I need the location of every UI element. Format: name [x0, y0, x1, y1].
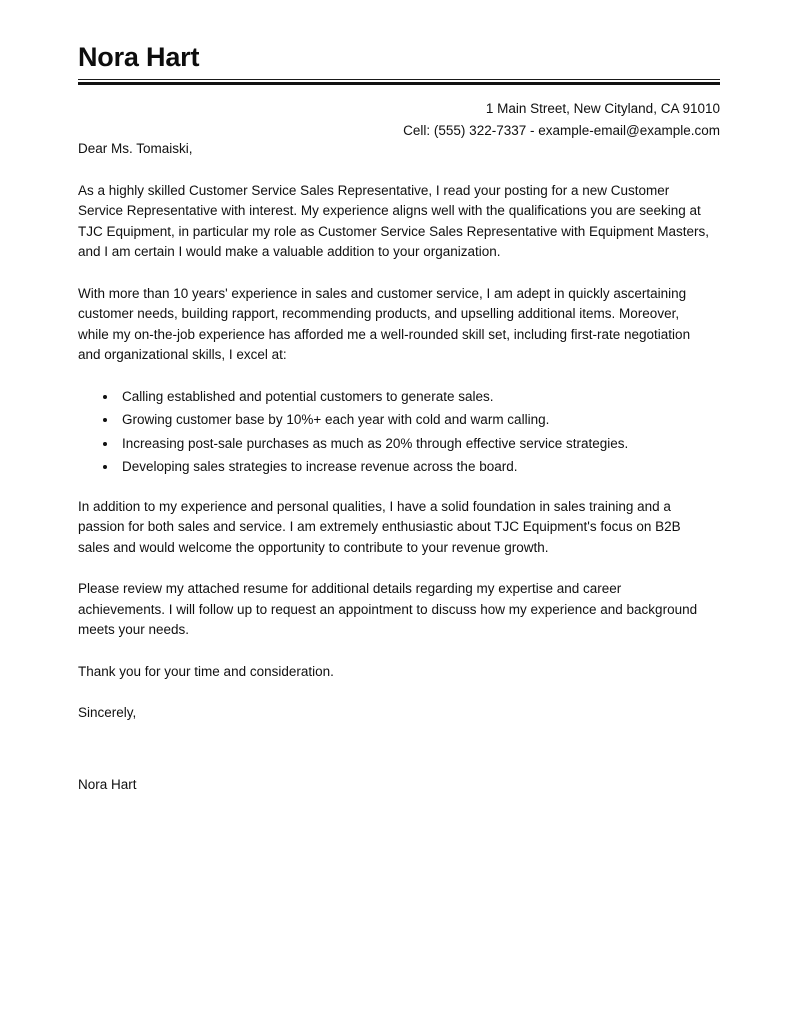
header-divider	[78, 79, 720, 85]
list-item-text: Growing customer base by 10%+ each year with cold and warm calling.	[122, 412, 550, 428]
list-item-text: Calling established and potential customers to generate sales.	[122, 388, 494, 404]
list-item	[103, 457, 712, 478]
list-item-text: Increasing post-sale purchases as much as 20% through effective service strategies.	[122, 435, 629, 451]
signature-name: Nora Hart	[78, 776, 137, 792]
body-paragraph-1: As a highly skilled Customer Service Sales Representative, I read your posting for a new Customer Service Representative with interest. My experience aligns well with the qualifications you are seeking at TJC Equipment, in particular my role as Customer Service Sales Representative with Equipment Masters, and I am certain I would make a valuable addition to your organization.	[78, 182, 709, 260]
body-paragraph-3: In addition to my experience and personal qualities, I have a solid foundation in sales training and a passion for both sales and service. I am extremely enthusiastic about TJC Equipment's focus on B2B sales and would welcome the opportunity to contribute to your revenue growth.	[78, 498, 681, 555]
closing-thanks: Thank you for your time and consideration.	[78, 663, 334, 679]
salutation: Dear Ms. Tomaiski,	[78, 141, 193, 156]
closing-sincerely: Sincerely,	[78, 705, 137, 721]
body-paragraph-4: Please review my attached resume for additional details regarding my expertise and career achievements. I will follow up to request an appointment to discuss how my experience and background meets your needs.	[78, 581, 698, 638]
contact-phone-email-line: Cell: (555) 322-7337 - example-email@example.com	[403, 123, 720, 139]
letter-body	[78, 139, 712, 795]
list-item	[103, 410, 712, 431]
list-item	[103, 387, 712, 408]
contact-address-line: 1 Main Street, New Cityland, CA 91010	[485, 101, 720, 116]
body-paragraph-2: With more than 10 years' experience in sales and customer service, I am adept in quickly ascertaining customer needs, building rapport, recommending products, and upselling additional items. Moreover, while my on-the-job experience has afforded me a well-rounded skill set, including first-rate negotiation and organizational skills, I excel at:	[78, 285, 691, 363]
letter-header	[78, 44, 720, 143]
divider-thick-line	[78, 82, 720, 85]
applicant-name: Nora Hart	[78, 42, 200, 72]
contact-block	[78, 98, 720, 143]
list-item	[103, 434, 712, 455]
list-item-text: Developing sales strategies to increase revenue across the board.	[122, 459, 518, 475]
skills-bullet-list	[78, 387, 712, 478]
